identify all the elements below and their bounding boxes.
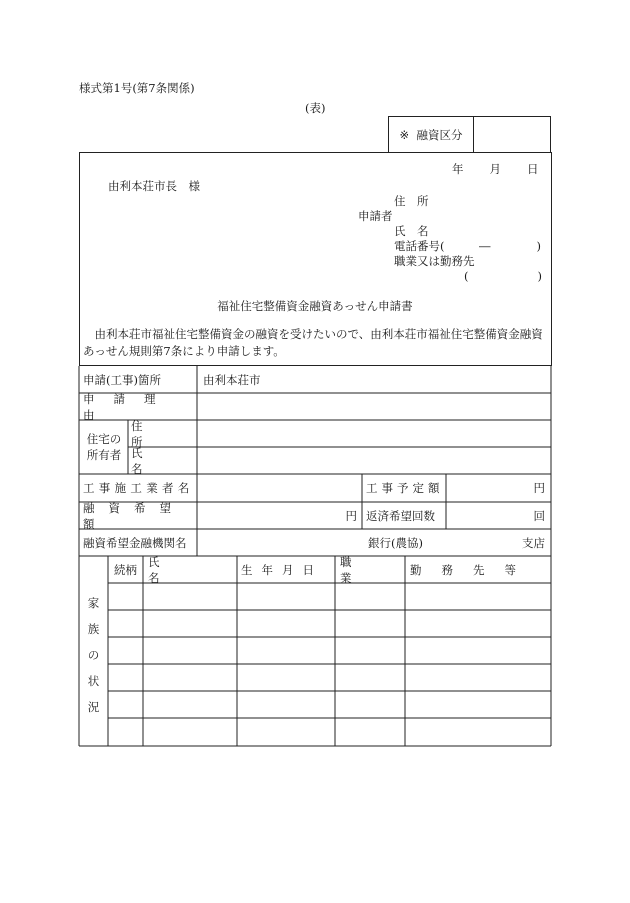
- family-row-6[interactable]: [109, 719, 550, 745]
- repay-times-unit[interactable]: 回: [533, 508, 545, 523]
- applicant-name-label: 氏 名: [394, 224, 429, 238]
- owner-address-label: 住所: [131, 418, 173, 449]
- family-char-2: 族: [87, 622, 100, 636]
- family-row-3[interactable]: [109, 638, 550, 664]
- addressee: 由利本荘市長 様: [108, 179, 200, 193]
- owner-label: [82, 420, 126, 474]
- family-char-5: 況: [87, 700, 100, 714]
- applicant-work-label: 職業又は勤務先: [394, 254, 475, 268]
- location-label: 申請(工事)箇所: [83, 372, 161, 387]
- applicant-work-paren: ( ): [464, 269, 542, 283]
- loan-category-text: 融資区分: [416, 128, 463, 142]
- applicant-address-label: 住 所: [394, 194, 429, 208]
- reason-label: 申請理由: [83, 391, 175, 422]
- branch-unit[interactable]: 支店: [522, 535, 545, 550]
- family-row-5[interactable]: [109, 692, 550, 718]
- owner-name-field[interactable]: [198, 447, 550, 474]
- owner-address-field[interactable]: [198, 420, 550, 447]
- header-relation: 続柄: [114, 562, 137, 577]
- loan-amount-label: 融資希望額: [83, 500, 185, 531]
- owner-name-label: 氏名: [131, 445, 173, 476]
- cost-yen-unit[interactable]: 円: [533, 481, 545, 495]
- bank-label: 融資希望金融機関名: [83, 535, 187, 550]
- reason-field[interactable]: [198, 393, 550, 420]
- side-indicator: (表): [305, 101, 326, 115]
- cost-label: 工事予定額: [366, 481, 444, 495]
- application-statement: 由利本荘市福祉住宅整備資金の融資を受けたいので、由利本荘市福祉住宅整備資金融資あっせん規則第7条により申請します。: [83, 327, 543, 358]
- contractor-label: 工事施工業者名: [83, 481, 194, 495]
- header-workplace: 勤務先等: [410, 562, 536, 577]
- contractor-field[interactable]: [198, 474, 361, 502]
- day-label: 日: [527, 162, 539, 176]
- repay-count-label: 返済希望回数: [366, 508, 435, 523]
- month-label: 月: [489, 162, 501, 176]
- header-occupation: 職業: [340, 554, 390, 585]
- family-status-label: [79, 590, 108, 720]
- form-number: 様式第1号(第7条関係): [79, 81, 195, 95]
- location-value[interactable]: 由利本荘市: [203, 372, 261, 387]
- header-name: 氏名: [148, 554, 218, 585]
- note-mark: ※: [399, 128, 410, 142]
- family-row-4[interactable]: [109, 665, 550, 691]
- family-row-2[interactable]: [109, 611, 550, 637]
- bank-unit[interactable]: 銀行(農協): [368, 535, 423, 550]
- year-label: 年: [452, 162, 464, 176]
- family-row-1[interactable]: [109, 584, 550, 610]
- applicant-role-label: 申請者: [358, 209, 393, 223]
- family-char-3: の: [87, 648, 100, 662]
- family-char-4: 状: [87, 674, 100, 688]
- owner-label-line-2: 所有者: [86, 448, 122, 462]
- owner-label-line-1: 住宅の: [86, 432, 122, 446]
- header-birthdate: 生年月日: [241, 562, 323, 577]
- family-char-1: 家: [87, 596, 100, 610]
- applicant-phone-label: 電話番号( ― ): [394, 239, 541, 253]
- loan-yen-unit[interactable]: 円: [345, 508, 357, 523]
- document-title: 福祉住宅整備資金融資あっせん申請書: [217, 299, 413, 313]
